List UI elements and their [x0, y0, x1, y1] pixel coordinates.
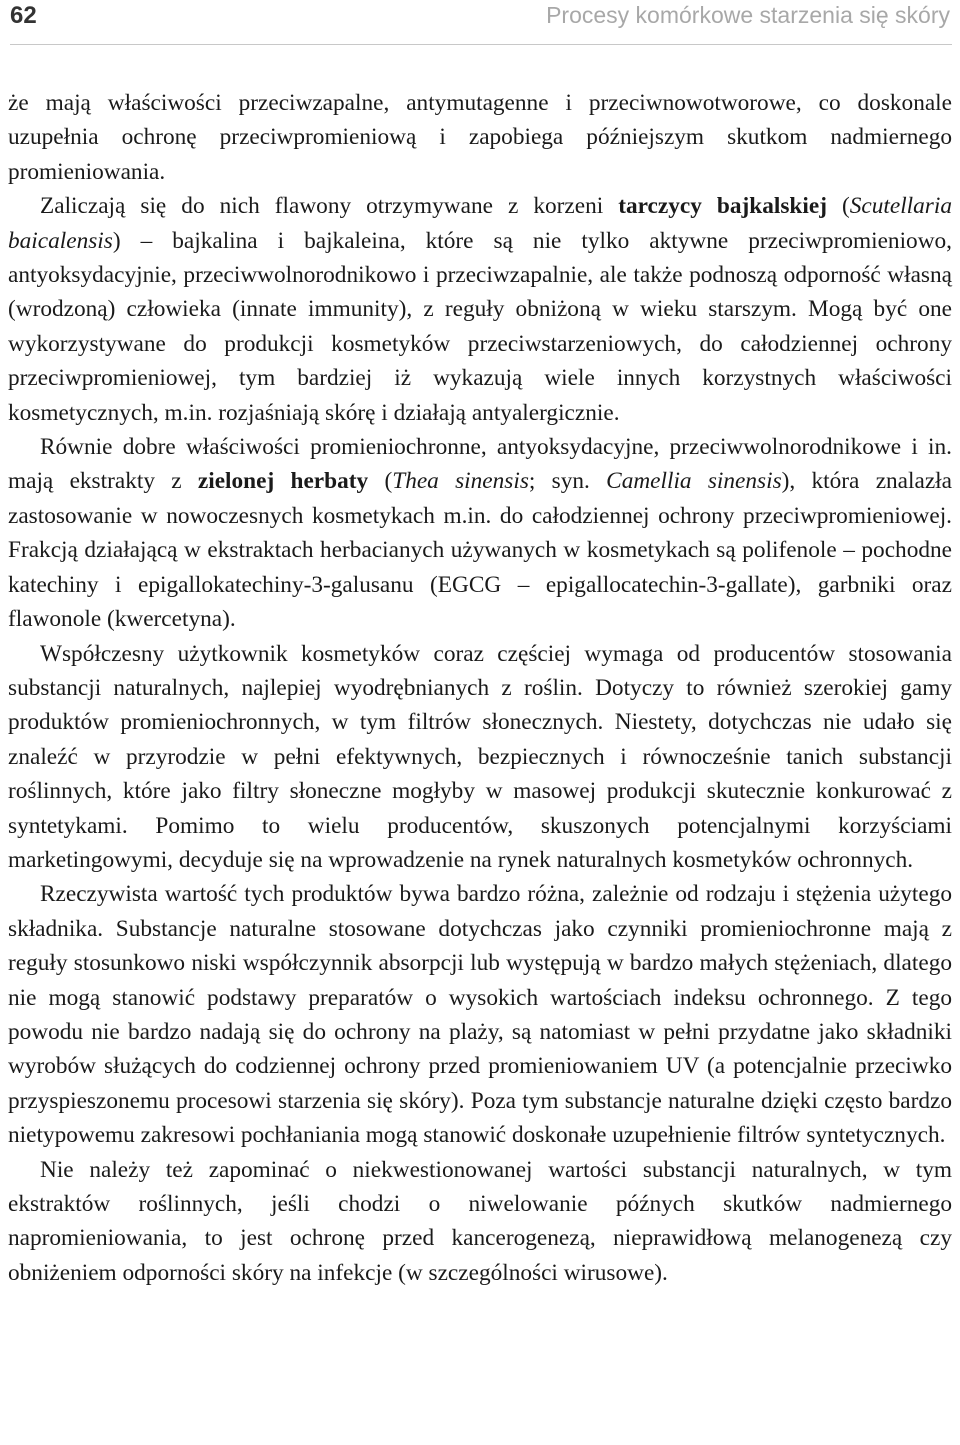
- bold-term: tarczycy bajkalskiej: [618, 193, 827, 220]
- paragraph-natural-substances: Nie należy też zapominać o niekwestionowanej wartości substancji naturalnych, w tym ekstraktów roślinnych, jeśli chodzi o niwelowanie późnych skutków nadmiernego napromieniowania, to jest ochronę przed kancerogenezą, nieprawidłową melanogenezą czy obniżeniem odporności skóry na infekcje (w szczególności wirusowe).: [8, 1156, 952, 1286]
- paragraph-green-tea: [8, 430, 952, 636]
- document-body: [8, 86, 952, 1290]
- paragraph-text: ), która znalazła zastosowanie w nowoczesnych kosmetykach m.in. do całodziennej ochrony przeciwpromieniowej. Frakcją działającą w ekstraktach herbacianych używanych w kosmetykach są polifenole – pochodne katechiny i epigallokatechiny-3-galusanu (EGCG – epigallocatechin-3-gallate), garbniki oraz flawonole (kwercetyna).: [8, 468, 952, 633]
- paragraph-text: ; syn.: [528, 468, 607, 495]
- page-number: 62: [10, 2, 37, 29]
- paragraph-text: Równie dobre właściwości promieniochronne, antyoksydacyjne, przeciwwolnorodnikowe i in. mają ekstrakty z: [8, 434, 952, 495]
- bold-term: zielonej herbaty: [197, 468, 369, 495]
- paragraph-text: (: [368, 468, 393, 495]
- paragraph-scutellaria: [8, 189, 952, 430]
- latin-name: Camellia sinensis: [606, 468, 782, 495]
- paragraph-continued: że mają właściwości przeciwzapalne, antymutagenne i przeciwnowotworowe, co doskonale uzupełnia ochronę przeciwpromieniową i zapobiega późniejszym skutkom nadmiernego promieniowania.: [8, 90, 952, 185]
- paragraph-text: (: [826, 193, 850, 220]
- paragraph-consumer: Współczesny użytkownik kosmetyków coraz częściej wymaga od producentów stosowania substancji naturalnych, najlepiej wyodrębnianych z roślin. Dotyczy to również szerokiej gamy produktów promieniochronnych, w tym filtrów słonecznych. Niestety, dotychczas nie udało się znaleźć w przyrodzie w pełni efektywnych, bezpiecznych i równocześnie tanich substancji roślinnych, które jako filtry słoneczne mogłyby w masowej produkcji skutecznie konkurować z syntetykami. Pomimo to wielu producentów, skuszonych potencjalnymi korzyściami marketingowymi, decyduje się na wprowadzenie na rynek naturalnych kosmetyków ochronnych.: [8, 640, 952, 873]
- paragraph-text: Zaliczają się do nich flawony otrzymywane z korzeni: [40, 193, 619, 220]
- paragraph-value: Rzeczywista wartość tych produktów bywa bardzo różna, zależnie od rodzaju i stężenia użytego składnika. Substancje naturalne stosowane dotychczas jako czynniki promieniochronne mają z reguły stosunkowo niski współczynnik absorpcji lub występują w bardzo małych stężeniach, dlatego nie mogą stanowić podstawy preparatów o wysokich wartościach indeksu ochronnego. Z tego powodu nie bardzo nadają się do ochrony na plaży, są natomiast w pełni przydatne jako składniki wyrobów służących do codziennej ochrony przed promieniowaniem UV (a potencjalnie przeciwko przyspieszonemu procesowi starzenia się skóry). Poza tym substancje naturalne dzięki często bardzo nietypowemu zakresowi pochłaniania mogą stanowić doskonałe uzupełnienie filtrów syntetycznych.: [8, 881, 952, 1149]
- latin-name: Thea sinensis: [392, 468, 529, 495]
- latin-name: Scutellaria baicalensis: [8, 193, 952, 254]
- paragraph-text: ) – bajkalina i bajkaleina, które są nie tylko aktywne przeciwpromieniowo, antyoksydacyjnie, przeciwwolnorodnikowo i przeciwzapalnie, ale także podnoszą odporność własną (wrodzoną) człowieka (innate immunity), z reguły obniżoną w wieku starszym. Mogą być one wykorzystywane do produkcji kosmetyków przeciwstarzeniowych, do całodziennej ochrony przeciwpromieniowej, tym bardziej iż wykazują wiele innych korzystnych właściwości kosmetycznych, m.in. rozjaśniają skórę i działają antyalergicznie.: [8, 227, 952, 426]
- page-header: [10, 0, 952, 45]
- running-title: Procesy komórkowe starzenia się skóry: [546, 2, 950, 28]
